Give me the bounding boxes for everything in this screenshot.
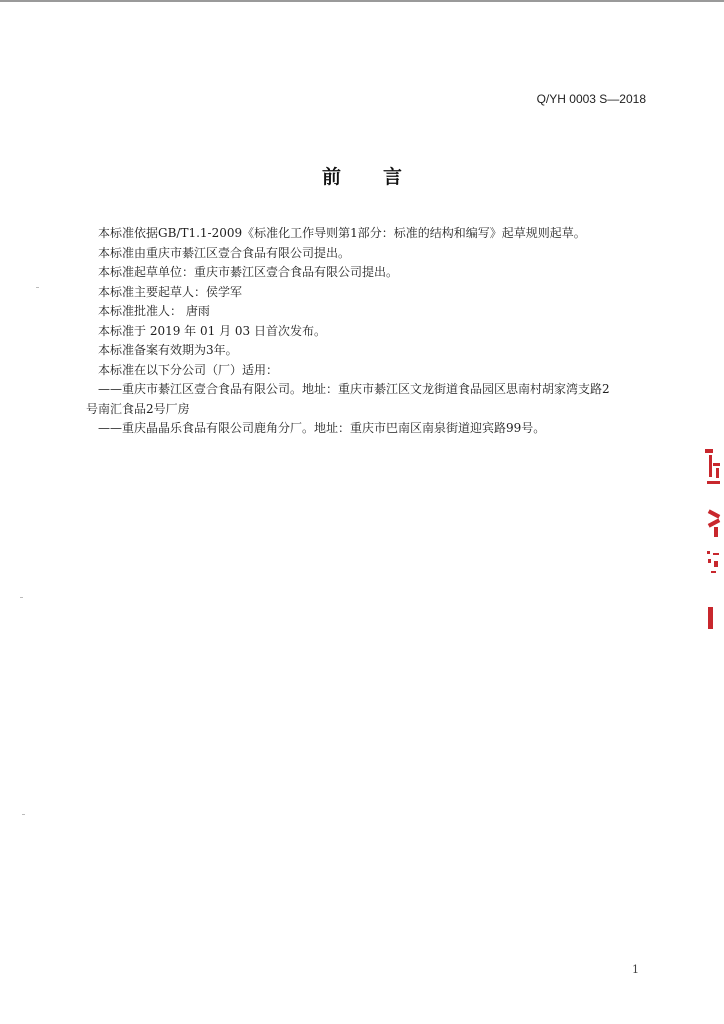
body-line: 本标准主要起草人：侯学军 — [98, 284, 243, 299]
body-line: 本标准依据GB/T1.1-2009《标准化工作导则第1部分：标准的结构和编写》起草规则起草。 — [98, 226, 586, 240]
page-number: 1 — [632, 963, 639, 976]
foreword-body — [86, 224, 646, 439]
body-line: 本标准于 2019 年 01 月 03 日首次发布。 — [98, 323, 326, 338]
body-line: 本标准在以下分公司（厂）适用： — [98, 362, 279, 377]
page-title: 前言 — [322, 166, 445, 188]
body-line: 本标准由重庆市綦江区壹合食品有限公司提出。 — [98, 245, 351, 260]
body-line: 本标准起草单位：重庆市綦江区壹合食品有限公司提出。 — [98, 265, 399, 279]
document-code: Q/YH 0003 S—2018 — [536, 92, 646, 106]
applicable-factory-1-continued: 号南汇食品2号厂房 — [86, 401, 190, 416]
applicable-factory-1: ——重庆市綦江区壹合食品有限公司。地址：重庆市綦江区文龙街道食品园区思南村胡家湾支路2 — [98, 382, 610, 396]
applicable-factory-2: ——重庆晶晶乐食品有限公司鹿角分厂。地址：重庆市巴南区南泉街道迎宾路99号。 — [98, 421, 546, 435]
top-border-line — [0, 0, 724, 2]
body-line: 本标准备案有效期为3年。 — [98, 343, 238, 357]
body-line: 本标准批准人： 唐雨 — [98, 304, 210, 318]
